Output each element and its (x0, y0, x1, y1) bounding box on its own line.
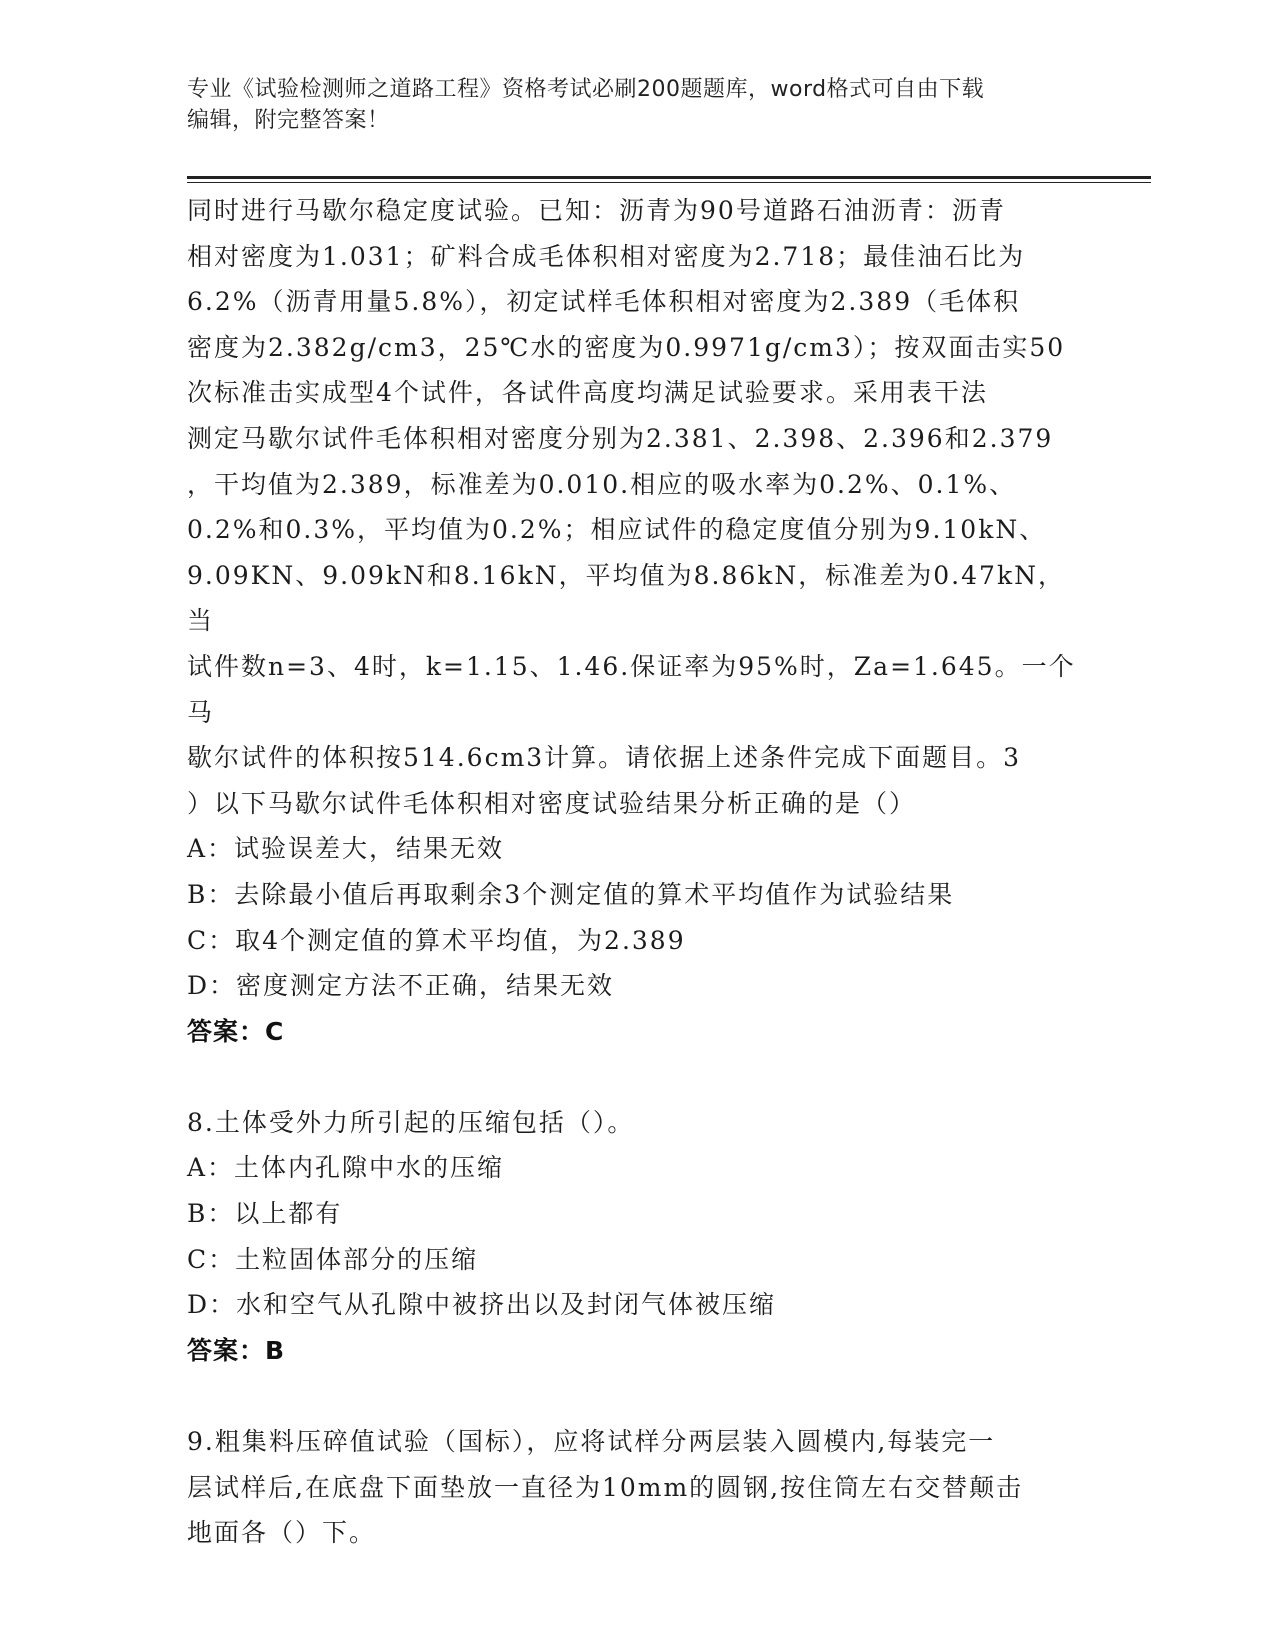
option-c: C：取4个测定值的算术平均值，为2.389 (187, 925, 686, 955)
option-d: D：密度测定方法不正确，结果无效 (187, 971, 615, 1001)
stem-line: 同时进行马歇尔稳定度试验。已知：沥青为90号道路石油沥青：沥青 (187, 196, 1006, 225)
option-b: B：以上都有 (187, 1199, 343, 1229)
stem-line: 0.2%和0.3%，平均值为0.2%；相应试件的稳定度值分别为9.10kN、 (187, 515, 1047, 545)
header-rule-thin (187, 182, 1151, 183)
question-7-stem (187, 188, 1087, 826)
header-line-2: 编辑，附完整答案！ (187, 108, 390, 133)
stem-line: 歇尔试件的体积按514.6cm3计算。请依据上述条件完成下面题目。3 (187, 743, 1022, 773)
stem-line: 相对密度为1.031；矿料合成毛体积相对密度为2.718；最佳油石比为 (187, 241, 1026, 271)
answer: 答案：C (187, 1016, 285, 1046)
stem-line: ）以下马歇尔试件毛体积相对密度试验结果分析正确的是（） (187, 788, 917, 818)
option-d: D：水和空气从孔隙中被挤出以及封闭气体被压缩 (187, 1290, 777, 1320)
page-header (187, 74, 1067, 136)
option-a: A：土体内孔隙中水的压缩 (187, 1153, 505, 1183)
stem-line: 测定马歇尔试件毛体积相对密度分别为2.381、2.398、2.396和2.379 (187, 423, 1054, 453)
question-8-stem: 8.土体受外力所引起的压缩包括（）。 (187, 1107, 635, 1137)
question-9-stem (187, 1419, 1087, 1556)
spacer (187, 1054, 1087, 1100)
question-7 (187, 188, 1087, 1054)
document-body (187, 188, 1087, 1556)
question-8 (187, 1100, 1087, 1374)
stem-line: 层试样后,在底盘下面垫放一直径为10mm的圆钢,按住筒左右交替颠击 (187, 1472, 1024, 1502)
header-rule-thick (187, 176, 1151, 179)
answer: 答案：B (187, 1335, 286, 1365)
stem-line: 试件数n=3、4时，k=1.15、1.46.保证率为95%时，Za=1.645。一个马 (187, 651, 1076, 727)
option-c: C：土粒固体部分的压缩 (187, 1244, 479, 1274)
stem-line: 6.2%（沥青用量5.8%），初定试样毛体积相对密度为2.389（毛体积 (187, 287, 1021, 317)
stem-line: 次标准击实成型4个试件，各试件高度均满足试验要求。采用表干法 (187, 378, 988, 408)
header-line-1: 专业《试验检测师之道路工程》资格考试必刷200题题库，word格式可自由下载 (187, 77, 985, 102)
stem-line: ，干均值为2.389，标准差为0.010.相应的吸水率为0.2%、0.1%、 (187, 469, 1017, 499)
stem-line: 密度为2.382g/cm3，25℃水的密度为0.9971g/cm3）；按双面击实50 (187, 332, 1066, 362)
stem-line: 9.09KN、9.09kN和8.16kN，平均值为8.86kN，标准差为0.47kN，当 (187, 560, 1065, 636)
question-9 (187, 1419, 1087, 1556)
stem-line: 9.粗集料压碎值试验（国标），应将试样分两层装入圆模内,每装完一 (187, 1427, 996, 1457)
option-a: A：试验误差大，结果无效 (187, 834, 505, 864)
option-b: B：去除最小值后再取剩余3个测定值的算术平均值作为试验结果 (187, 879, 955, 909)
stem-line: 地面各（）下。 (187, 1518, 377, 1548)
spacer (187, 1373, 1087, 1419)
